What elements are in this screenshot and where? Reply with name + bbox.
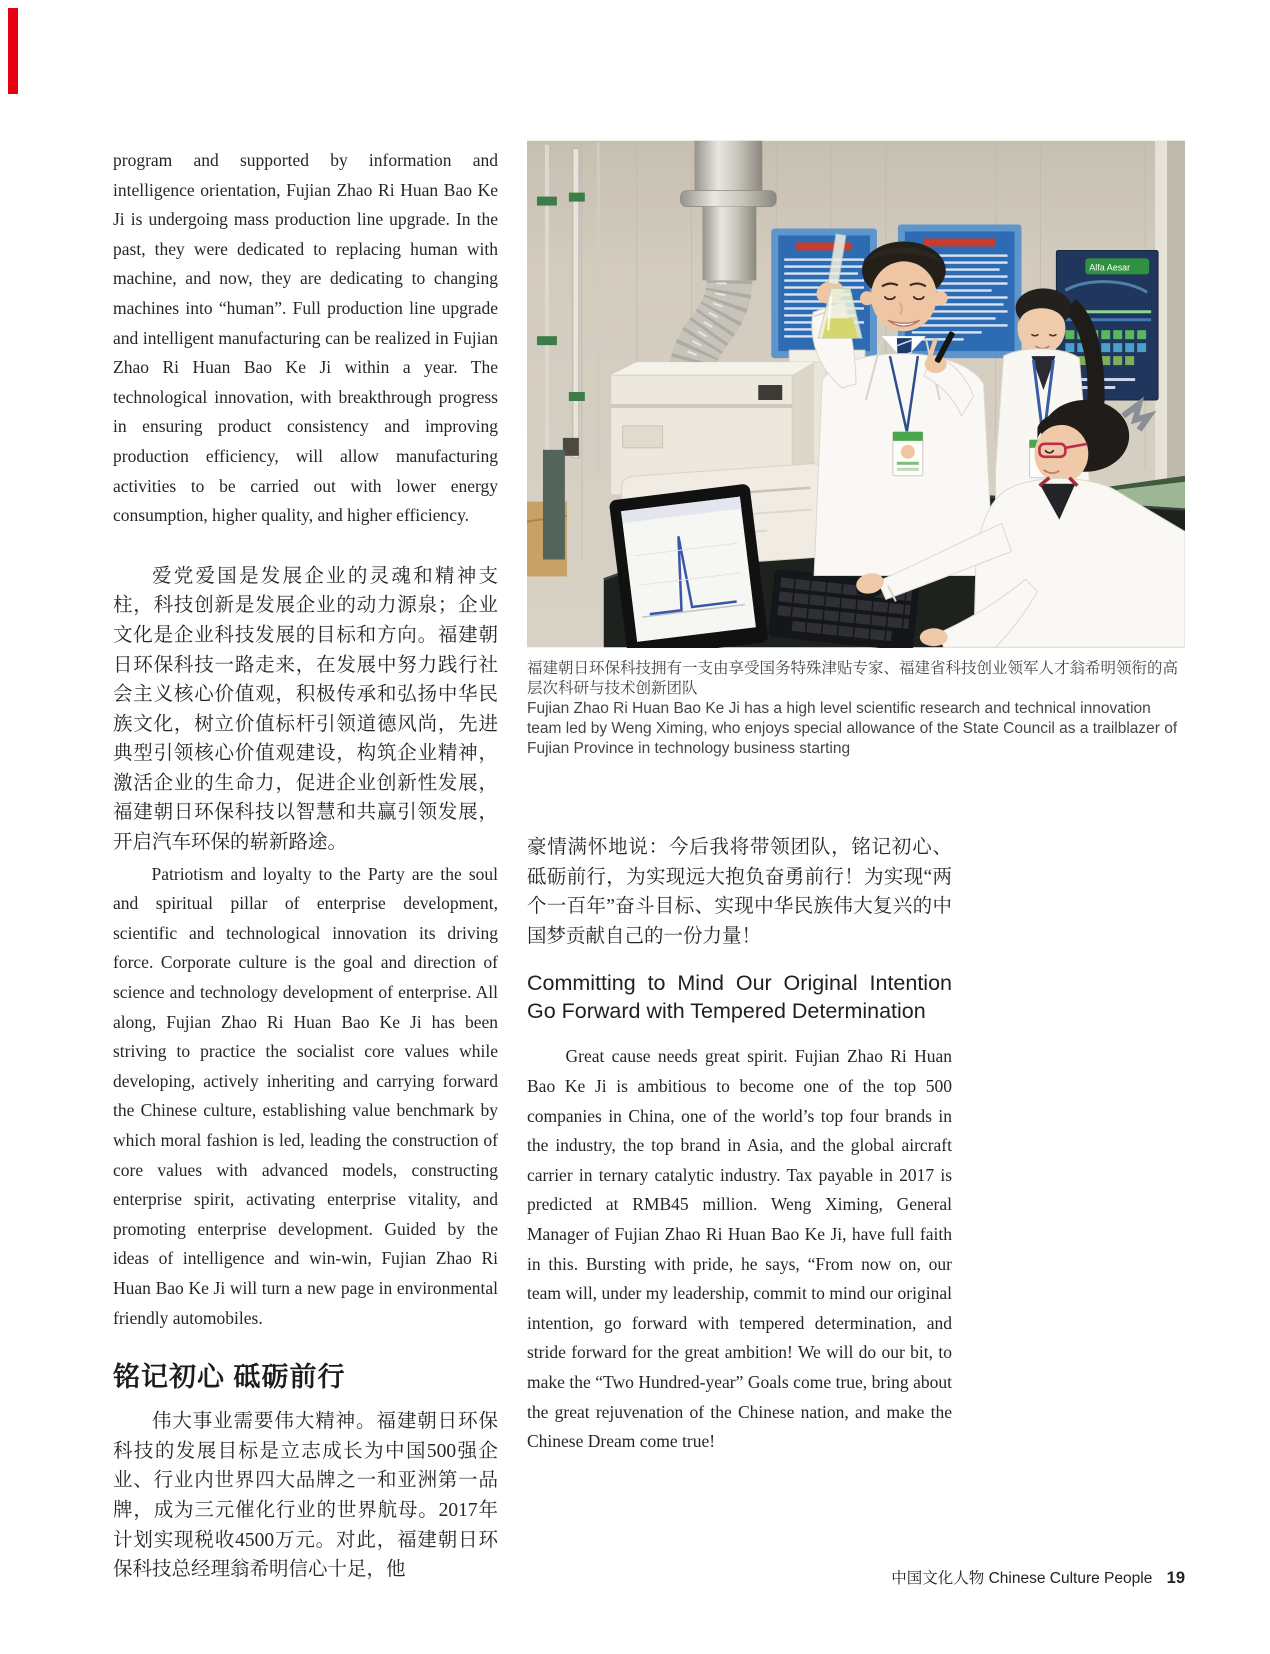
left-column (113, 146, 498, 1585)
page-number: 19 (1166, 1569, 1185, 1587)
caption-chinese: 福建朝日环保科技拥有一支由享受国务特殊津贴专家、福建省科技创业领军人才翁希明领衔的高层次科研与技术创新团队 (527, 660, 1179, 697)
paragraph-english-2: Patriotism and loyalty to the Party are the soul and spiritual pillar of enterprise development, scientific and technological innovation its driving force. Corporate culture is the goal and direction of science and technology development of enterprise. All along, Fujian Zhao Ri Huan Bao Ke Ji has been striving to practice the socialist core values while developing, actively inheriting and carrying forward the Chinese culture, establishing value benchmark by which moral fashion is led, leading the construction of core values with advanced models, constructing enterprise spirit, activating enterprise vitality, and promoting enterprise development. Guided by the ideas of intelligence and win-win, Fujian Zhao Ri Huan Bao Ke Ji will turn a new page in environmental friendly automobiles. (113, 863, 498, 1328)
paragraph-chinese-right: 豪情满怀地说：今后我将带领团队，铭记初心、砥砺前行，为实现远大抱负奋勇前行！为实现“两个一百年”奋斗目标、实现中华民族伟大复兴的中国梦贡献自己的一份力量！ (527, 837, 952, 947)
section-heading-english: Committing to Mind Our Original Intention Go Forward with Tempered Determination (527, 971, 952, 1023)
lab-photo (527, 140, 1185, 648)
monitor (609, 483, 769, 648)
bleed-mark (8, 8, 18, 94)
page-footer (891, 1566, 1185, 1588)
right-column (527, 140, 1185, 1457)
photo-caption (527, 659, 1185, 759)
footer-magazine-en: Chinese Culture People (988, 1570, 1153, 1587)
paragraph-chinese-2: 伟大事业需要伟大精神。福建朝日环保科技的发展目标是立志成长为中国500强企业、行业内世界四大品牌之一和亚洲第一品牌，成为三元催化行业的世界航母。2017年计划实现税收4500万元。对此，福建朝日环保科技总经理翁希明信心十足，他 (113, 1411, 498, 1581)
footer-magazine-cn: 中国文化人物 (891, 1570, 985, 1587)
paragraph-english-right: Great cause needs great spirit. Fujian Zhao Ri Huan Bao Ke Ji is ambitious to become one of the top 500 companies in China, one of the world’s top four brands in the industry, the top brand in Asia, and the global aircraft carrier in ternary catalytic industry. Tax payable in 2017 is predicted at RMB45 million. Weng Ximing, General Manager of Fujian Zhao Ri Huan Bao Ke Ji, have full faith in this. Bursting with pride, he says, “From now on, our team will, under my leadership, commit to mind our original intention, go forward with tempered determination, and stride forward for the great ambition! We will do our bit, to make the “Two Hundred-year” Goals come true, bring about the great rejuvenation of the Chinese nation, and make the Chinese Dream come true! (527, 1046, 952, 1452)
right-text-block (527, 833, 952, 1457)
section-heading-chinese: 铭记初心 砥砺前行 (113, 1362, 346, 1393)
paragraph-chinese-1: 爱党爱国是发展企业的灵魂和精神支柱，科技创新是发展企业的动力源泉；企业文化是企业科技发展的目标和方向。福建朝日环保科技一路走来，在发展中努力践行社会主义核心价值观，积极传承和弘扬中华民族文化，树立价值标杆引领道德风尚，先进典型引领核心价值观建设，构筑企业精神，激活企业的生命力，促进企业创新性发展，福建朝日环保科技以智慧和共赢引领发展，开启汽车环保的崭新路途。 (113, 565, 498, 854)
paragraph-english-1: program and supported by information and intelligence orientation, Fujian Zhao Ri Huan Bao Ke Ji is undergoing mass production line upgrade. In the past, they were dedicated to replacing human with machine, and now, they are dedicating to changing machines into “human”. Full production line upgrade and intelligent manufacturing can be realized in Fujian Zhao Ri Huan Bao Ke Ji within a year. The technological innovation, with breakthrough progress in ensuring product consistency and improving production efficiency, will allow manufacturing activities to be carried out with lower energy consumption, higher quality, and higher efficiency. (113, 150, 498, 526)
svg-text:Alfa Aesar: Alfa Aesar (1089, 262, 1131, 273)
caption-english: Fujian Zhao Ri Huan Bao Ke Ji has a high level scientific research and technical innovation team led by Weng Ximing, who enjoys special allowance of the State Council as a trailblazer of Fujian Province in technology business starting (527, 700, 1178, 757)
